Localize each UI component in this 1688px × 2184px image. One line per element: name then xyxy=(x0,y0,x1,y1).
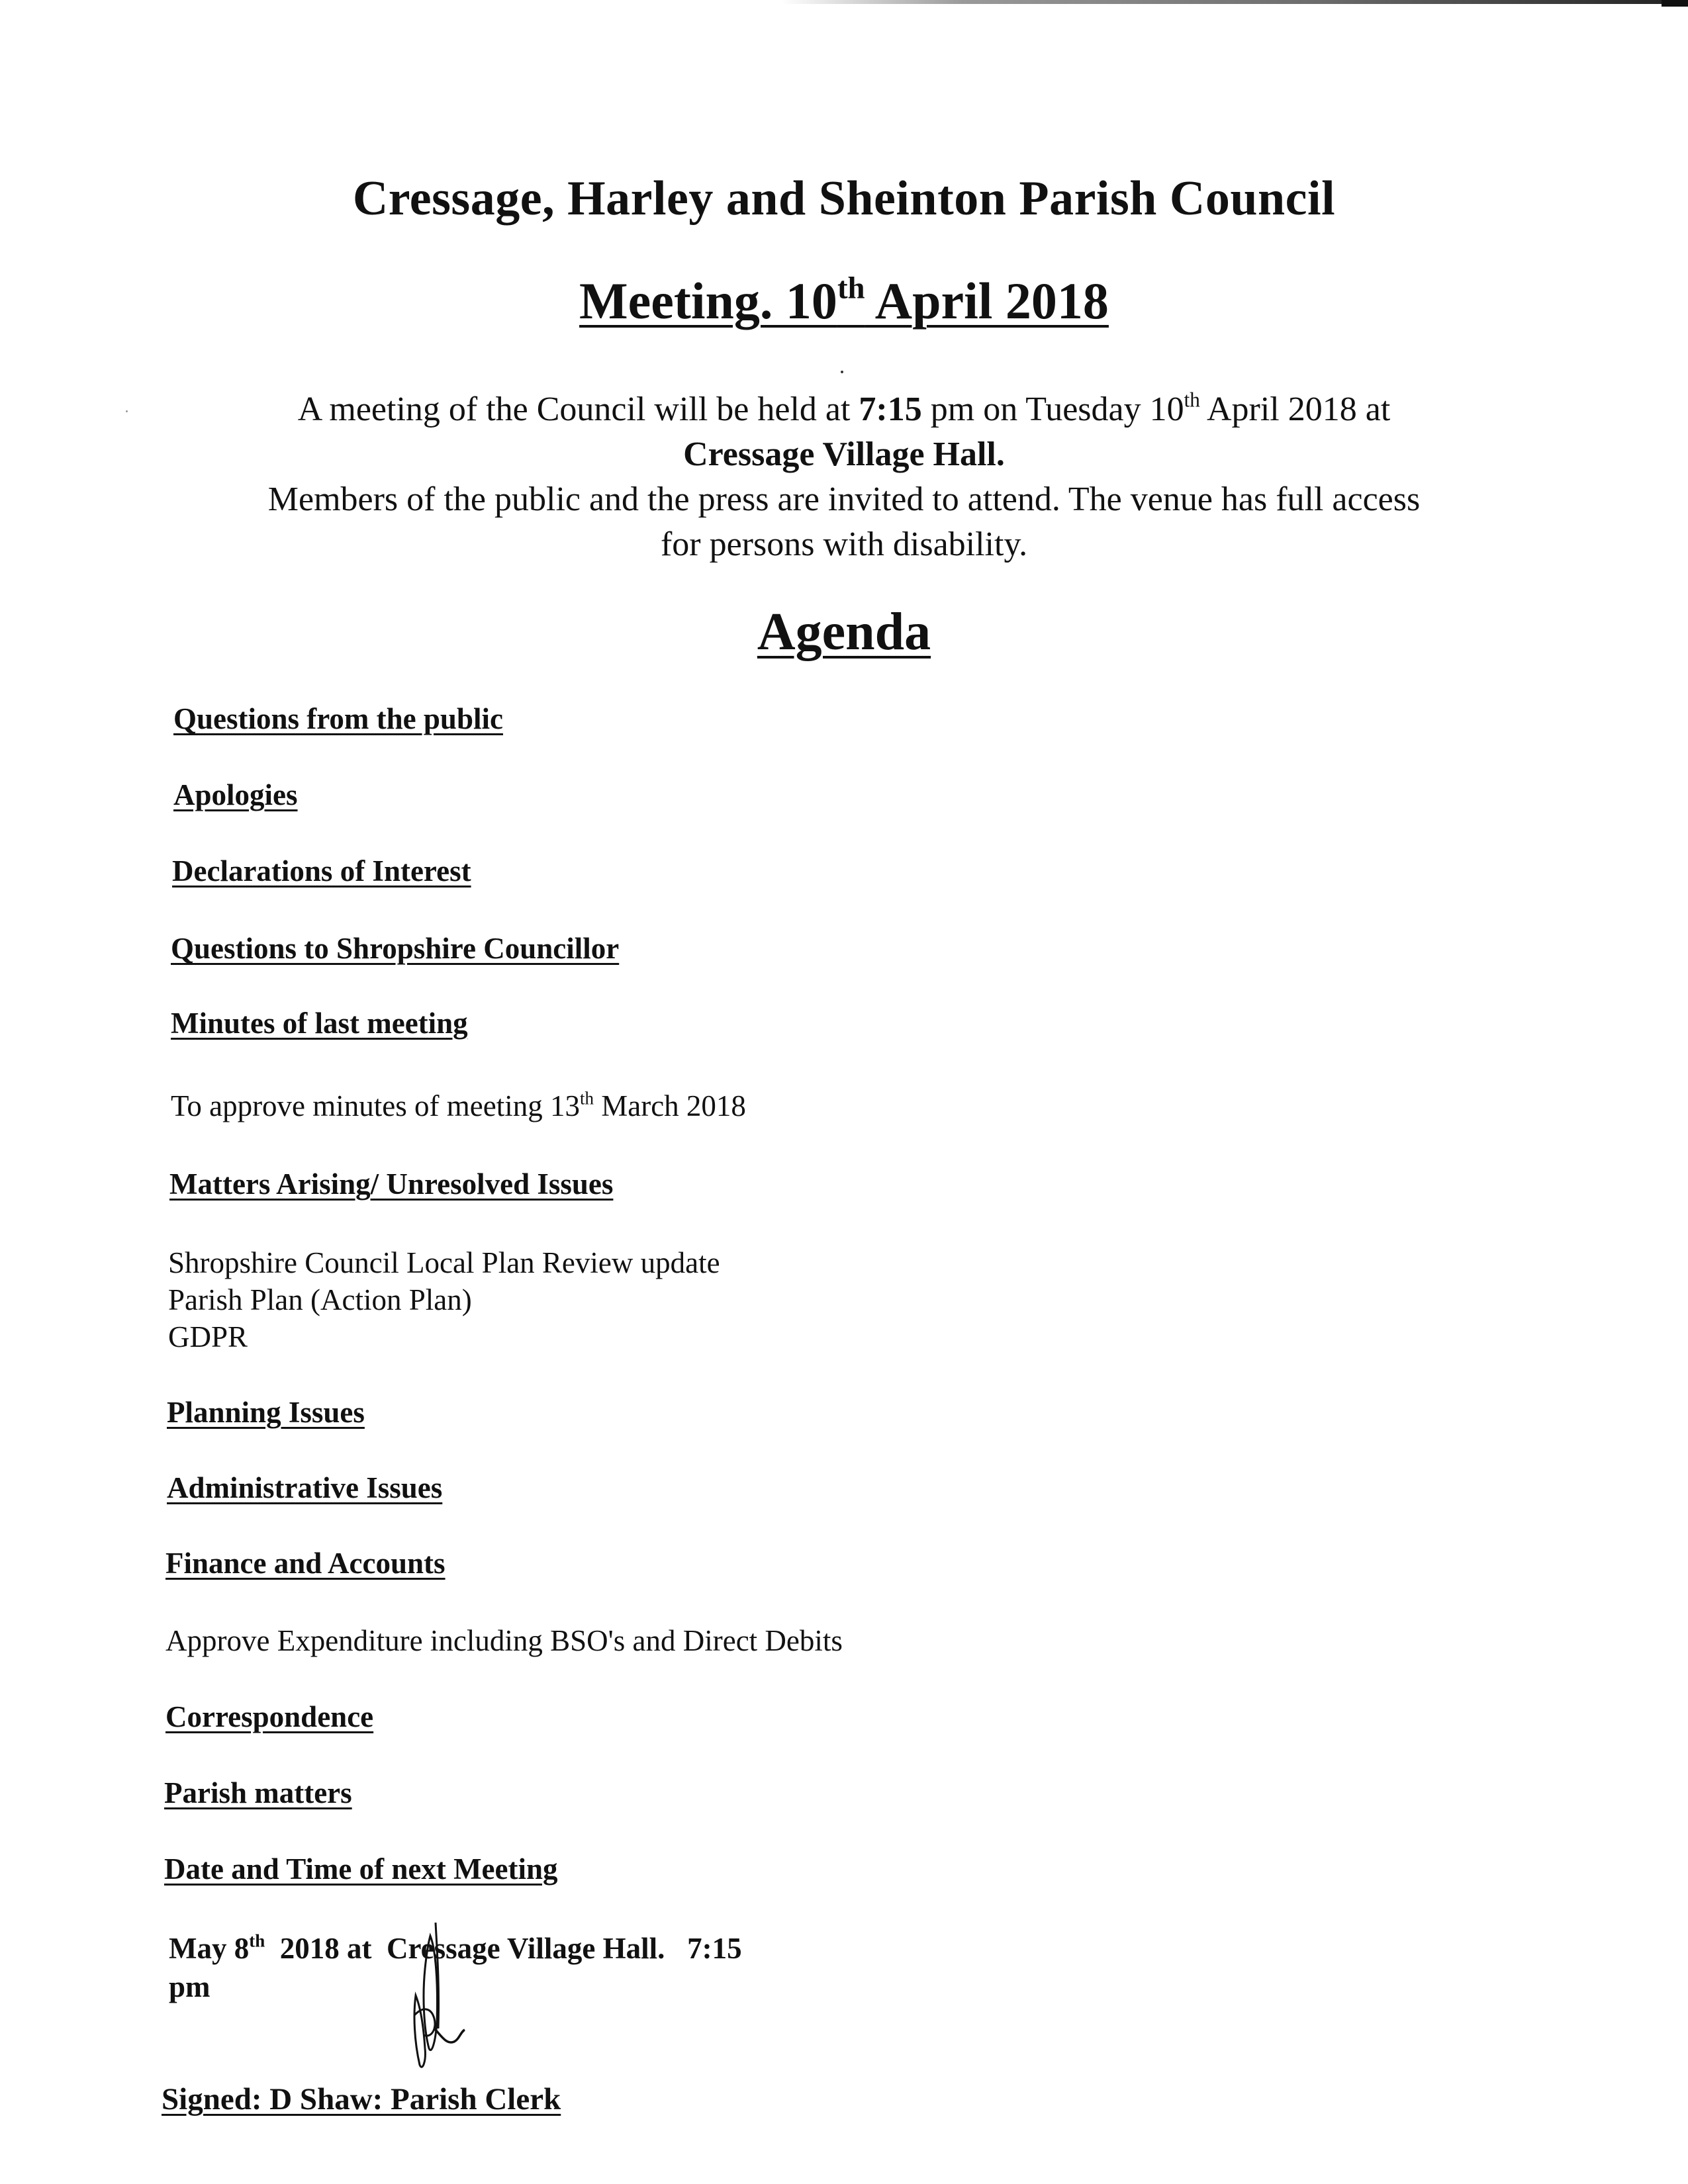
handwritten-signature xyxy=(397,1923,483,2075)
notice-line-1 xyxy=(0,387,1688,432)
meeting-time: 7:15 xyxy=(859,390,922,428)
scan-edge-artifact xyxy=(781,0,1688,4)
agenda-item-minutes: Minutes of last meeting xyxy=(171,1007,468,1040)
meeting-notice xyxy=(0,387,1688,567)
finance-expenditure-text: Approve Expenditure including BSO's and Direct Debits xyxy=(165,1624,843,1657)
meeting-date-heading xyxy=(0,271,1688,331)
meeting-label: Meeting. 10 xyxy=(579,272,837,330)
next-meeting-text: May 8 xyxy=(169,1932,250,1965)
agenda-item-shropshire-councillor: Questions to Shropshire Councillor xyxy=(171,932,620,965)
matters-arising-list xyxy=(168,1244,720,1355)
matters-line: GDPR xyxy=(168,1320,248,1353)
minutes-text: To approve minutes of meeting 13 xyxy=(171,1089,580,1122)
matters-line: Shropshire Council Local Plan Review update xyxy=(168,1246,720,1279)
agenda-item-finance: Finance and Accounts xyxy=(165,1547,445,1580)
scan-speck xyxy=(841,371,843,373)
notice-ordinal: th xyxy=(1184,388,1200,412)
minutes-text: March 2018 xyxy=(593,1089,746,1122)
agenda-item-next-meeting: Date and Time of next Meeting xyxy=(164,1852,558,1886)
agenda-item-planning: Planning Issues xyxy=(167,1396,365,1429)
meeting-venue: Cressage Village Hall. xyxy=(683,435,1005,473)
agenda-item-questions-public: Questions from the public xyxy=(173,702,503,735)
meeting-ordinal: th xyxy=(837,271,865,306)
next-meeting-text: 2018 at Cressage Village Hall. 7:15 xyxy=(265,1932,742,1965)
notice-line-4: for persons with disability. xyxy=(660,525,1028,563)
agenda-item-apologies: Apologies xyxy=(173,778,298,811)
signed-by-clerk: Signed: D Shaw: Parish Clerk xyxy=(162,2082,561,2116)
agenda-item-administrative: Administrative Issues xyxy=(167,1471,443,1504)
notice-text: A meeting of the Council will be held at xyxy=(297,390,859,428)
minutes-ordinal: th xyxy=(579,1088,594,1109)
meeting-date-rest: April 2018 xyxy=(865,272,1109,330)
notice-line-3: Members of the public and the press are invited to attend. The venue has full access xyxy=(267,480,1421,518)
notice-text: pm on Tuesday 10 xyxy=(921,390,1184,428)
agenda-item-correspondence: Correspondence xyxy=(165,1700,374,1733)
next-meeting-ordinal: th xyxy=(249,1931,265,1951)
matters-line: Parish Plan (Action Plan) xyxy=(168,1283,472,1316)
minutes-approval-text xyxy=(171,1089,746,1123)
next-meeting-text: pm xyxy=(169,1970,211,2003)
agenda-item-parish-matters: Parish matters xyxy=(164,1776,352,1809)
agenda-heading xyxy=(0,602,1688,662)
scan-corner-artifact xyxy=(1662,0,1688,7)
agenda-item-declarations: Declarations of Interest xyxy=(172,854,471,887)
agenda-heading-text: Agenda xyxy=(757,603,931,661)
agenda-item-matters-arising: Matters Arising/ Unresolved Issues xyxy=(169,1167,614,1201)
notice-text: April 2018 at xyxy=(1199,390,1391,428)
council-name-heading: Cressage, Harley and Sheinton Parish Council xyxy=(352,171,1336,226)
